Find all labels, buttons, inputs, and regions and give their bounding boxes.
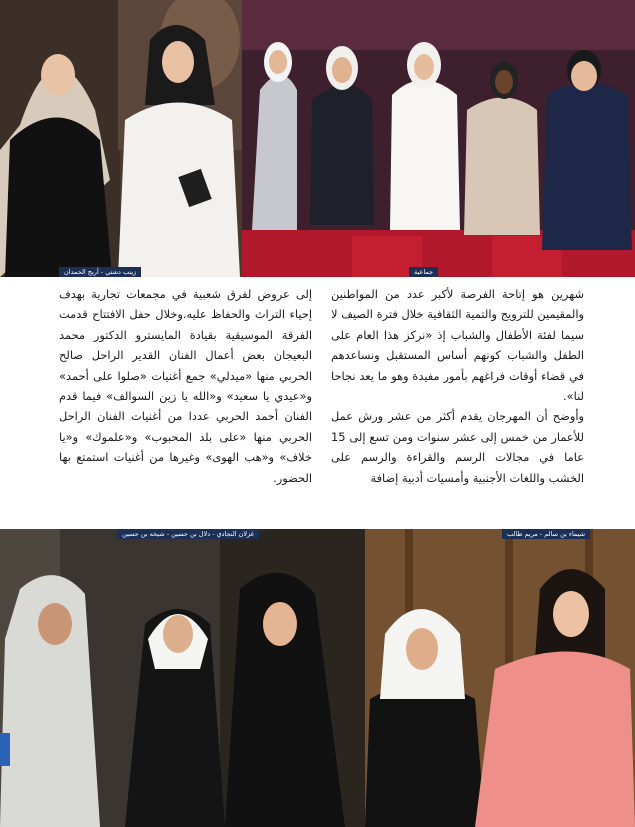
caption-top-right: جماعية bbox=[409, 267, 438, 277]
article-paragraph: وأوضح أن المهرجان يقدم أكثر من عشر ورش عمل للأعمار من خمس إلى عشر سنوات ومن تسع إلى 15 عاما في مجالات الرسم والقراءة والرسم على الخشب واللغات الأجنبية وأمسيات أدبية إضافة bbox=[331, 409, 584, 485]
page-edge-tab bbox=[0, 733, 10, 766]
caption-bottom-left: غزلان النجادي - دلال بن حسين - شيخه بن حسين bbox=[117, 529, 259, 539]
article-paragraph: شهرين هو إتاحة الفرصة لأكبر عدد من المواطنين والمقيمين للترويج والتمية الثقافية خلال فترة الصيف لا سيما لفئة الأطفال والشباب إذ «نركز هذا العام على الطفل والشباب كونهم أساس المستقبل ونساعدهم في قضاء أوقات فراغهم بأمور مفيدة وهو ما يعد نجاحا لنا». bbox=[331, 287, 584, 404]
article-column-left bbox=[59, 284, 312, 488]
photo-top-left bbox=[0, 0, 242, 277]
caption-top-left: زينب دشتي - أريج الحمدان bbox=[59, 267, 141, 277]
caption-bottom-right: شيماء بن سالم - مريم طالب bbox=[502, 529, 590, 539]
photo-bottom-right bbox=[365, 529, 635, 827]
article-column-right bbox=[331, 284, 584, 488]
photo-bottom-left bbox=[0, 529, 365, 827]
article-paragraph: إلى عروض لفرق شعبية في مجمعات تجارية بهدف إحياء التراث والحفاظ عليه.وخلال حفل الافتتاح قدمت الفرقة الموسيقية بقيادة المايسترو الدكتور محمد البعيجان بعض أعمال الفنان القدير الراحل صالح الحربي منها «ميدلي» جمع أغنيات «صلوا على أحمد» و«عيدي يا سعيد» و«الله يا زين السوالف» فيما قدم الفنان أحمد الحربي عددا من أغنيات الفنان الراحل الحربي منها «على بلد المحبوب» و«علموك» و«يا خلاف» و«هب الهوى» وغيرها من أغنيات استمتع بها الحضور. bbox=[59, 287, 312, 485]
photo-top-right bbox=[242, 0, 635, 277]
